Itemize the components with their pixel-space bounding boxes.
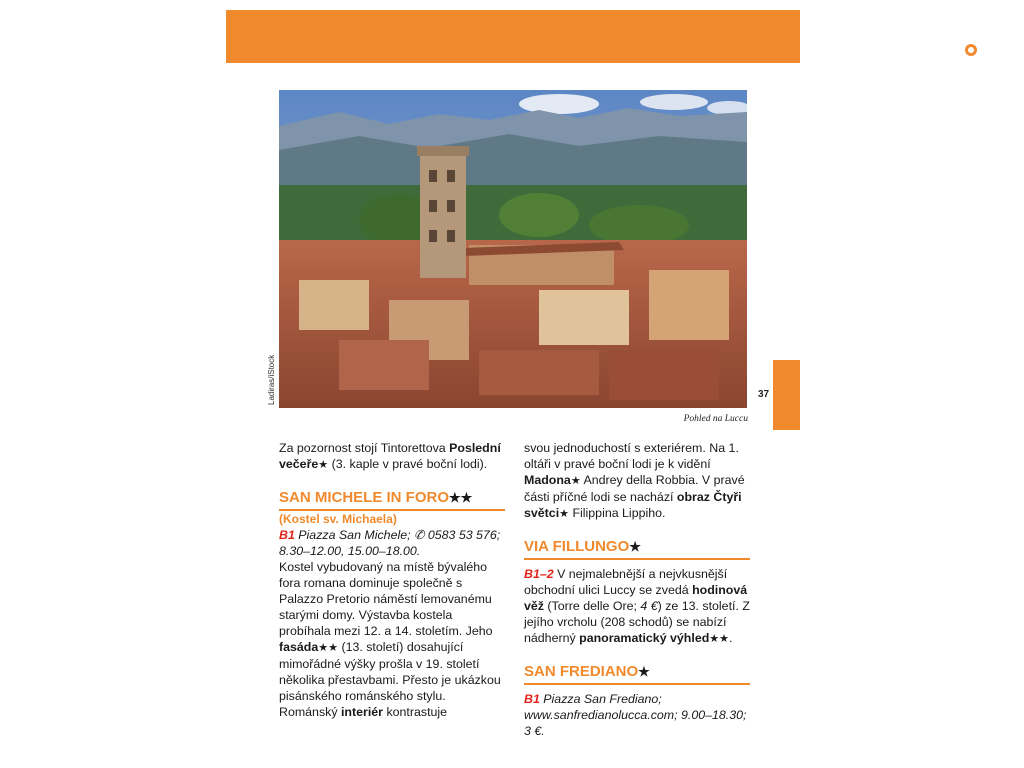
rating-stars: ★★: [709, 633, 730, 645]
rating-star: ★: [318, 459, 329, 471]
rating-stars: ★: [638, 664, 650, 679]
map-code: B1: [524, 692, 540, 706]
map-code: B1: [279, 528, 295, 542]
location-line: [279, 527, 505, 559]
rating-stars: ★★: [449, 490, 473, 505]
location-text: Piazza San Frediano; www.sanfredianolucca.com; 9.00–18.30; 3 €.: [524, 692, 747, 738]
map-code: B1–2: [524, 567, 554, 581]
location-text: Piazza San Michele; ✆ 0583 53 576; 8.30–12.00, 15.00–18.00.: [279, 528, 501, 558]
intro-text-end: (3. kaple v pravé boční lodi).: [328, 457, 488, 471]
section-title: VIA FILLUNGO: [524, 538, 630, 555]
section-subtitle: (Kostel sv. Michaela): [279, 512, 397, 526]
body-text: Andrey della Robbia. V pravé části příčné lodi se nachází: [524, 473, 745, 504]
page-tab: [773, 360, 800, 430]
body-bold-interior: interiér: [340, 705, 383, 719]
continuation-paragraph: [524, 440, 750, 522]
body-text: kontrastuje: [383, 705, 448, 719]
rating-star: ★: [570, 475, 581, 487]
left-column: [279, 440, 505, 720]
body-text: ) ze 13. století. Z jejího vrcholu (208 schodů) se nabízí nádherný: [524, 599, 750, 645]
section-heading-san-frediano: [524, 663, 750, 685]
body-text: Filippina Lippiho.: [569, 506, 666, 520]
header-band: [226, 10, 800, 63]
intro-paragraph: [279, 440, 505, 473]
body-text: svou jednoduchostí s exteriérem. Na 1. oltáři v pravé boční lodi je k vidění: [524, 441, 739, 471]
body-bold-madona: Madona: [524, 473, 571, 487]
body-bold-panorama: panoramatický výhled: [579, 631, 710, 645]
section-body: [524, 566, 750, 647]
section-heading-via-fillungo: [524, 538, 750, 560]
section-heading-san-michele: [279, 489, 505, 511]
intro-text: Za pozornost stojí Tintorettova: [279, 441, 450, 455]
running-header-title: LUCCA: [890, 33, 946, 50]
city-photo: [279, 90, 747, 408]
body-text: .: [729, 631, 733, 645]
eye-icon-graphic: [954, 38, 988, 62]
body-text: Kostel vybudovaný na místě bývalého fora romana dominuje společně s Palazzo Pretorio náměstí lemovanému starými domy. Výstavba kostela probíhala mezi 12. a 14. stoletím. Jeho: [279, 560, 493, 638]
location-line: [524, 691, 750, 739]
section-title: SAN FREDIANO: [524, 663, 639, 680]
body-text: V nejmalebnější a nejvkusnější obchodní ulici Luccy se zvedá: [524, 567, 728, 597]
section-title: SAN MICHELE IN FORO: [279, 489, 450, 506]
page-number: 37: [758, 389, 770, 400]
body-bold-facade: fasáda: [279, 640, 319, 654]
city-photo-illustration: [279, 90, 747, 408]
eye-icon: [954, 38, 988, 62]
body-text: (Torre delle Ore;: [543, 599, 641, 613]
body-text: (13. století) dosahující mimořádné výšky prošla v 19. století několika přestavbami. Přesto je ukázkou pisánského románského stylu. Románský: [279, 640, 501, 719]
right-column: [524, 440, 750, 739]
body-bold-painting: obraz Čtyři světci: [524, 490, 742, 520]
intro-bold: Poslední večeře: [279, 441, 501, 471]
rating-star: ★: [559, 508, 570, 520]
rating-stars: ★: [629, 539, 641, 554]
rating-stars: ★★: [318, 642, 338, 654]
price: 4 €: [640, 599, 658, 613]
photo-credit: Ladiras/iStock: [267, 354, 276, 405]
section-body: [279, 559, 505, 720]
photo-caption: Pohled na Luccu: [683, 414, 748, 424]
body-bold-clock-tower: hodinová věž: [524, 583, 748, 613]
